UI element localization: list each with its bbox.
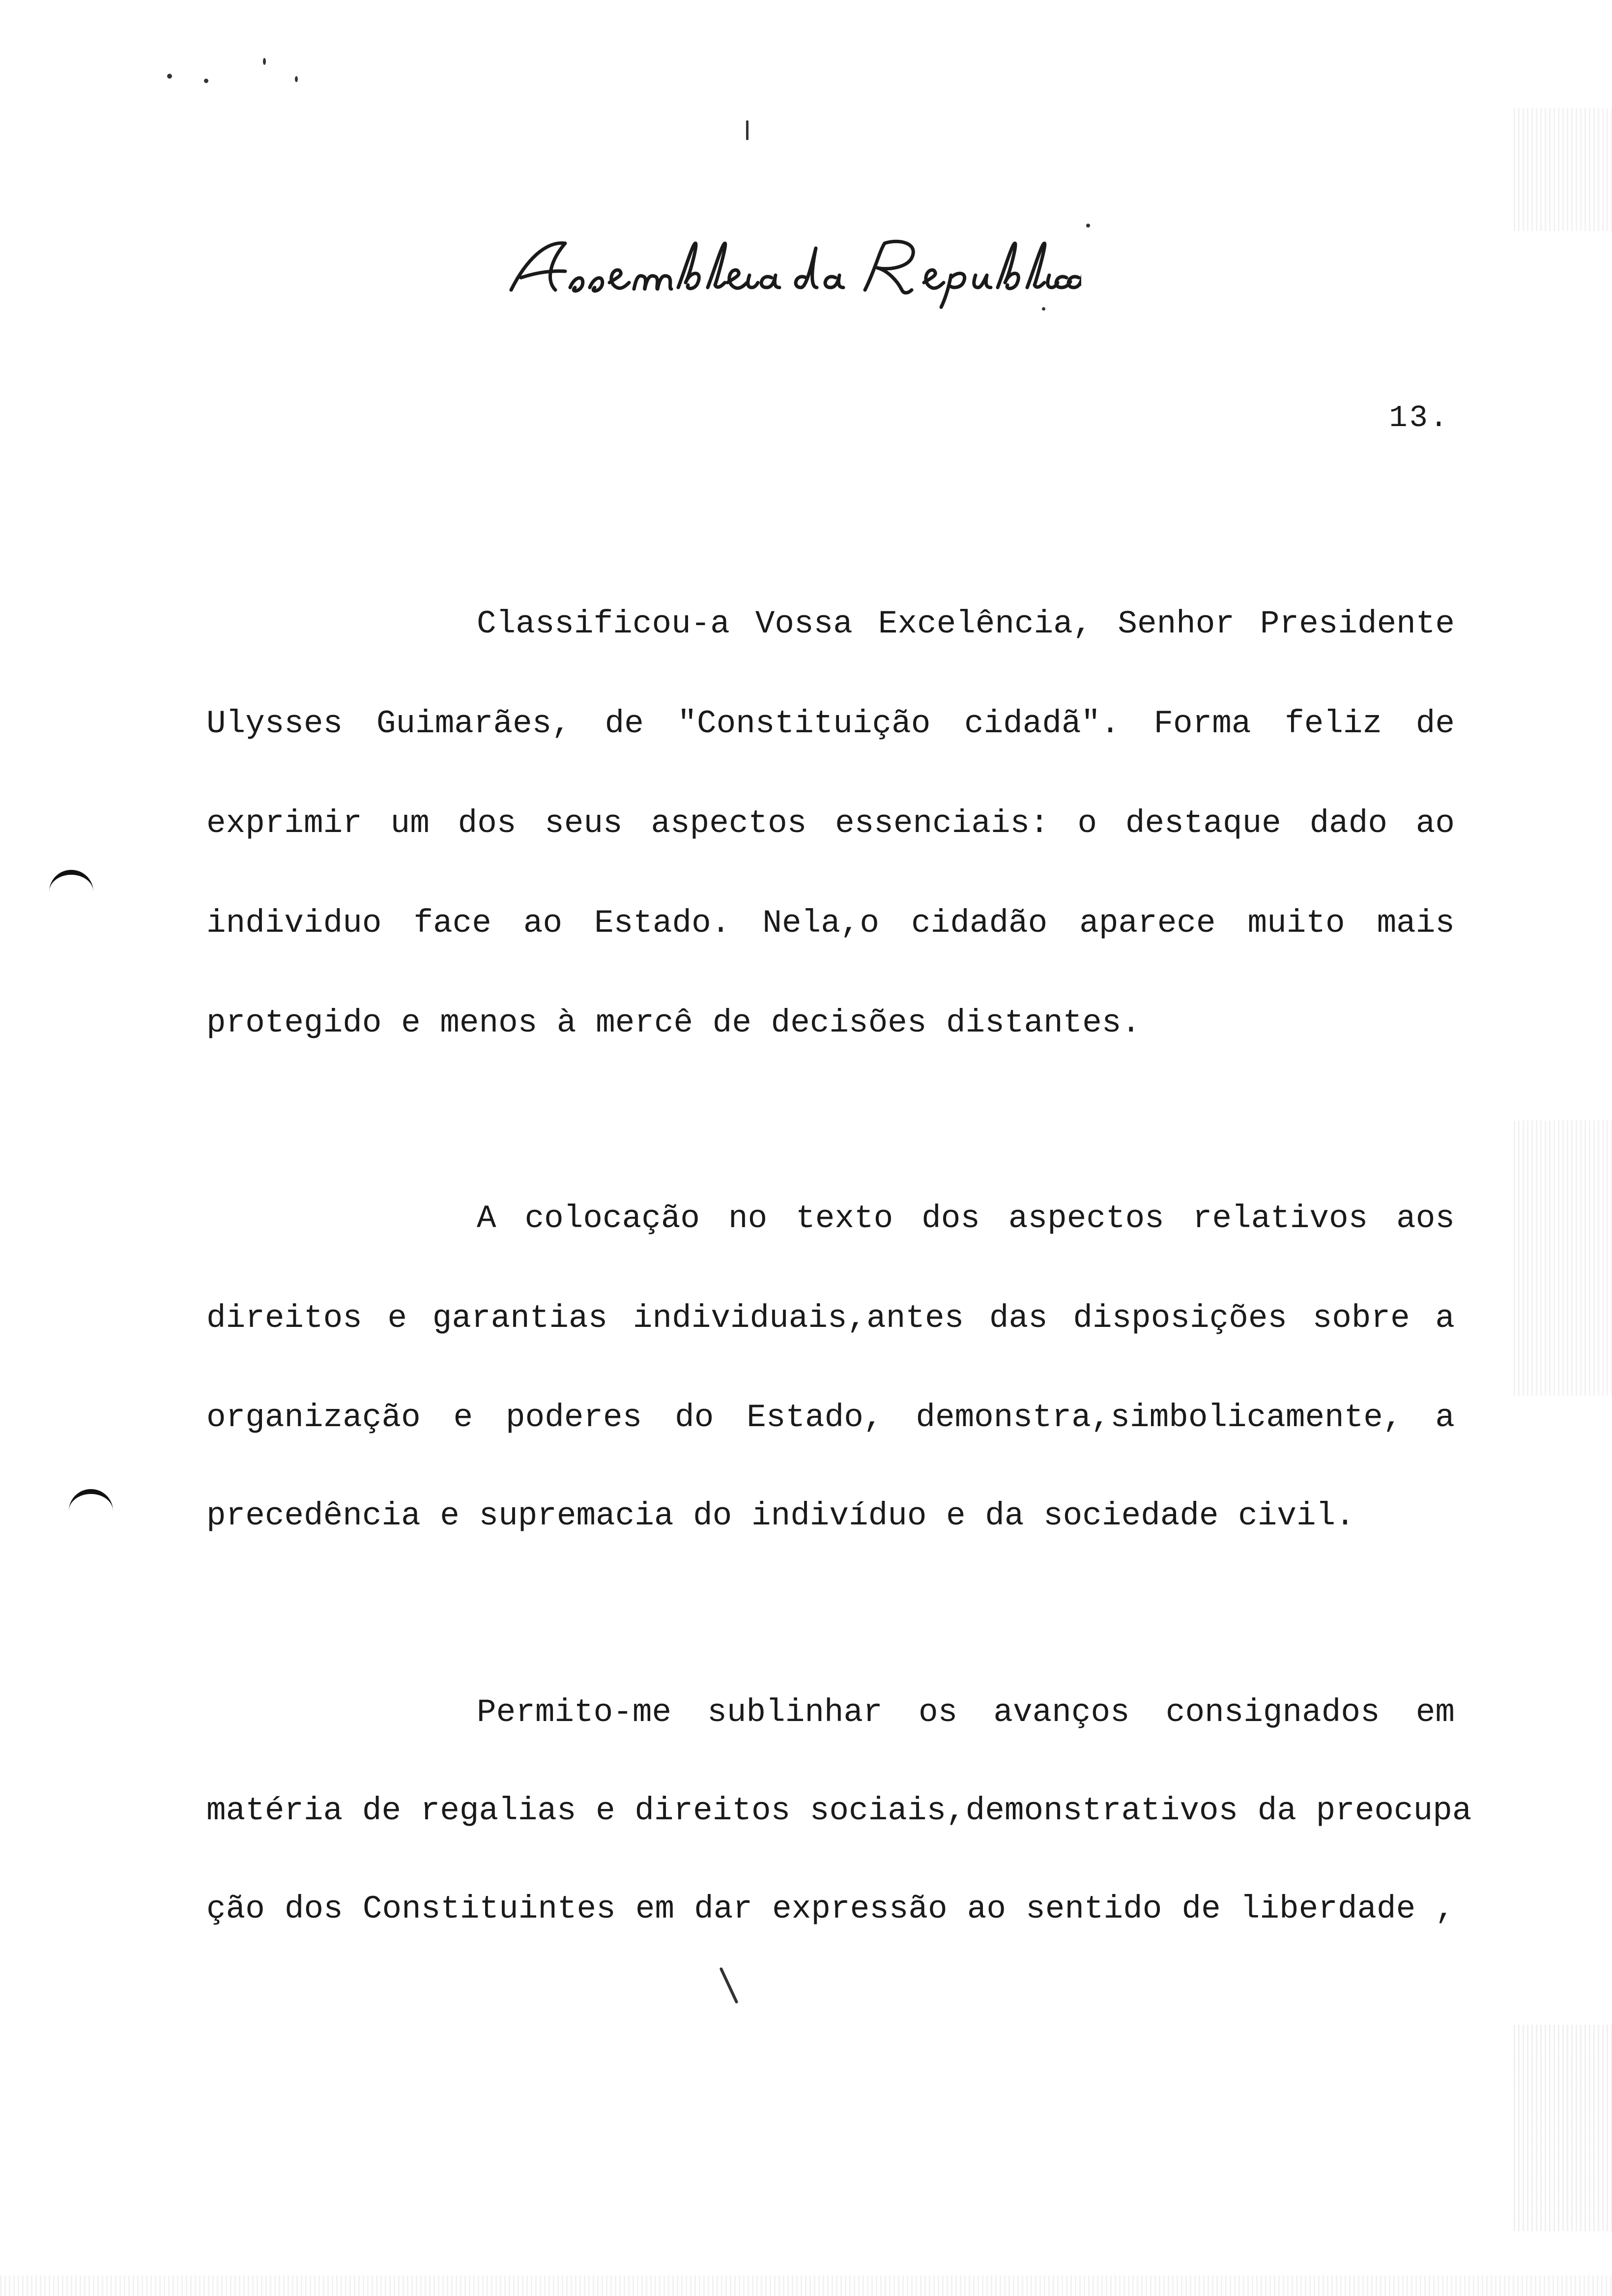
scan-noise [1514, 1120, 1612, 1396]
text-line: direitos e garantias individuais,antes das disposições sobre a [206, 1300, 1455, 1337]
text-line: matéria de regalias e direitos sociais,demonstrativos da preocupa [206, 1792, 1472, 1829]
punch-hole-mark [69, 1489, 113, 1523]
text-line: organização e poderes do Estado, demonstra,simbolicamente, a [206, 1399, 1455, 1436]
text-line: protegido e menos à mercê de decisões distantes. [206, 1004, 1141, 1041]
text-line: Ulysses Guimarães, de "Constituição cidadã". Forma feliz de [206, 705, 1455, 742]
text-line: A colocação no texto dos aspectos relativos aos [477, 1200, 1455, 1237]
punch-hole-mark [49, 870, 93, 904]
scan-noise [0, 2275, 1612, 2296]
text-line: Permito-me sublinhar os avanços consignados em [477, 1694, 1455, 1731]
letterhead-logo [491, 231, 1081, 310]
text-line: individuo face ao Estado. Nela,o cidadão aparece muito mais [206, 905, 1455, 942]
text-line: exprimir um dos seus aspectos essenciais: o destaque dado ao [206, 805, 1455, 842]
page-number: 13. [1389, 401, 1450, 435]
text-line: Classificou-a Vossa Excelência, Senhor Presidente [477, 605, 1455, 642]
text-line: ção dos Constituintes em dar expressão ao sentido de liberdade , [206, 1891, 1455, 1927]
scan-noise [1514, 2025, 1612, 2231]
text-line: precedência e supremacia do indivíduo e da sociedade civil. [206, 1497, 1355, 1534]
scan-noise [1514, 108, 1612, 231]
